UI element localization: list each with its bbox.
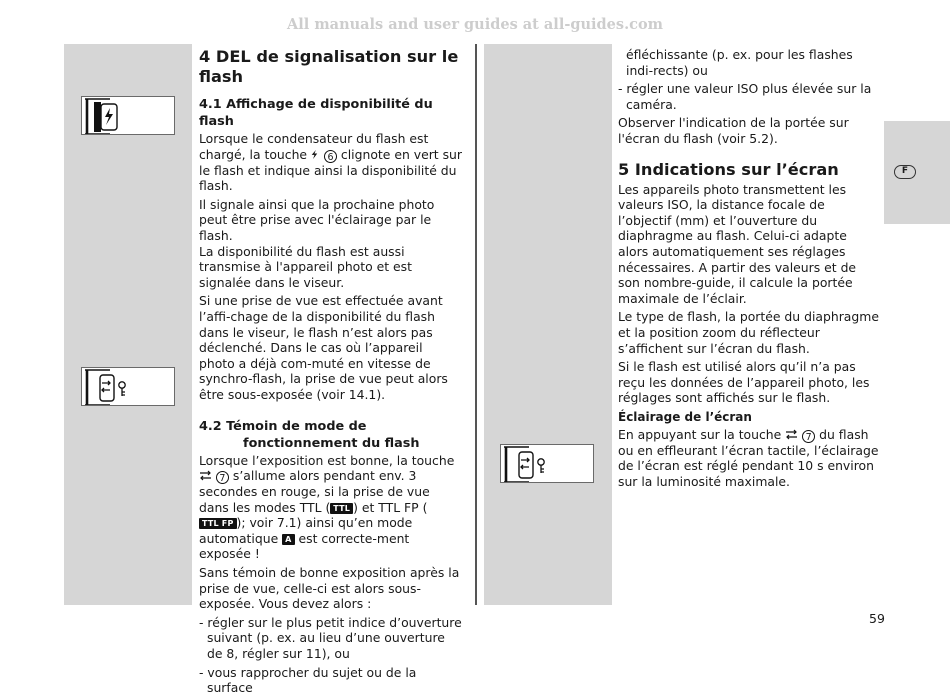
s41-paragraph-2: Il signale ainsi que la prochaine photo peut être prise avec l'éclairage par le flash. (199, 196, 435, 243)
circled-number: 6 (324, 150, 337, 163)
section-4-2-heading: 4.2 Témoin de mode de fonctionnement du flash (199, 418, 420, 451)
s42-list-item-2: - vous rapprocher du sujet ou de la surface (199, 664, 417, 696)
language-badge: F (894, 165, 916, 179)
s5-paragraph-2: Le type de flash, la portée du diaphragme et la position zoom du réflecteur s’affichent sur l’écran du flash. (618, 309, 879, 356)
screen-lighting-heading: Éclairage de l’écran (618, 409, 752, 424)
s42-paragraph-1: Lorsque l’exposition est bonne, la touche 7 s’allume alors pendant env. 3 secondes en rouge, si la prise de vue dans les modes TTL ( TTL ) et TTL FP (TTL FP ); voir 7.1) ainsi qu’en mode automatique A est correcte-ment exposée ! (199, 452, 455, 562)
page-number: 59 (869, 611, 885, 626)
watermark: All manuals and user guides at all-guides.com (287, 16, 663, 33)
ttl-badge: TTL (330, 503, 353, 514)
swap-arrows-icon (199, 469, 212, 482)
flash-ready-button-illustration (81, 96, 175, 135)
s42-paragraph-2: Sans témoin de bonne exposition après la prise de vue, celle-ci est alors sous-exposée. Vous devez alors : (199, 565, 460, 612)
lightning-icon (311, 148, 320, 161)
list-item-3: - régler une valeur ISO plus élevée sur la caméra. (618, 81, 872, 112)
column-divider (475, 44, 477, 605)
ttl-fp-badge: TTL FP (199, 518, 237, 529)
circled-number: 7 (802, 430, 815, 443)
s5-paragraph-4: En appuyant sur la touche 7 du flash ou en effleurant l’écran tactile, l’éclairage de l’écran est réglé pendant 10 s environ sur la luminosité maximale. (618, 426, 879, 490)
middle-margin-band (484, 44, 612, 605)
right-column (618, 47, 880, 493)
s5-paragraph-1: Les appareils photo transmettent les valeurs ISO, la distance focale de l’objectif (mm) et l’ouverture du diaphragme au flash. Celui-ci adapte alors automatiquement ses réglages nécessaires. A partir des valeurs et de son nombre-guide, il calcule la portée maximale de l’éclair. (618, 181, 857, 306)
swap-arrows-icon (785, 428, 798, 441)
s41-paragraph-4: Si une prise de vue est effectuée avant l’affi-chage de la disponibilité du flash dans le viseur, le flash n’est alors pas déclenché. Dans le cas où l’appareil photo a déjà com-muté en vitesse de synchro-flash, la prise de vue peut alors être sous-exposée (voir 14.1). (199, 293, 448, 402)
range-note: Observer l'indication de la portée sur l'écran du flash (voir 5.2). (618, 115, 849, 146)
s41-paragraph-1: Lorsque le condensateur du flash est chargé, la touche 6 clignote en vert sur le flash et indique ainsi la disponibilité du flash. (199, 131, 463, 194)
section-4-heading: 4 DEL de signalisation sur le flash (199, 47, 459, 86)
exposure-ok-button-illustration (81, 367, 175, 406)
left-column (199, 47, 462, 699)
screen-light-button-illustration (500, 444, 594, 483)
section-5-heading: 5 Indications sur l’écran (618, 159, 839, 179)
s5-paragraph-3: Si le flash est utilisé alors qu’il n’a pas reçu les données de l’appareil photo, les réglages sont affichés sur le flash. (618, 359, 870, 406)
s41-paragraph-3: La disponibilité du flash est aussi transmise à l'appareil photo et est signalée dans le viseur. (199, 243, 412, 290)
s42-list-item-1: - régler sur le plus petit indice d’ouverture suivant (p. ex. au lieu d’une ouverture de 8, régler sur 11), ou (199, 614, 462, 662)
circled-number: 7 (216, 471, 229, 484)
auto-mode-badge: A (282, 534, 294, 545)
section-4-1-heading: 4.1 Affichage de disponibilité du flash (199, 97, 433, 129)
continued-list-item: éfléchissante (p. ex. pour les flashes indi-rects) ou (626, 47, 853, 78)
